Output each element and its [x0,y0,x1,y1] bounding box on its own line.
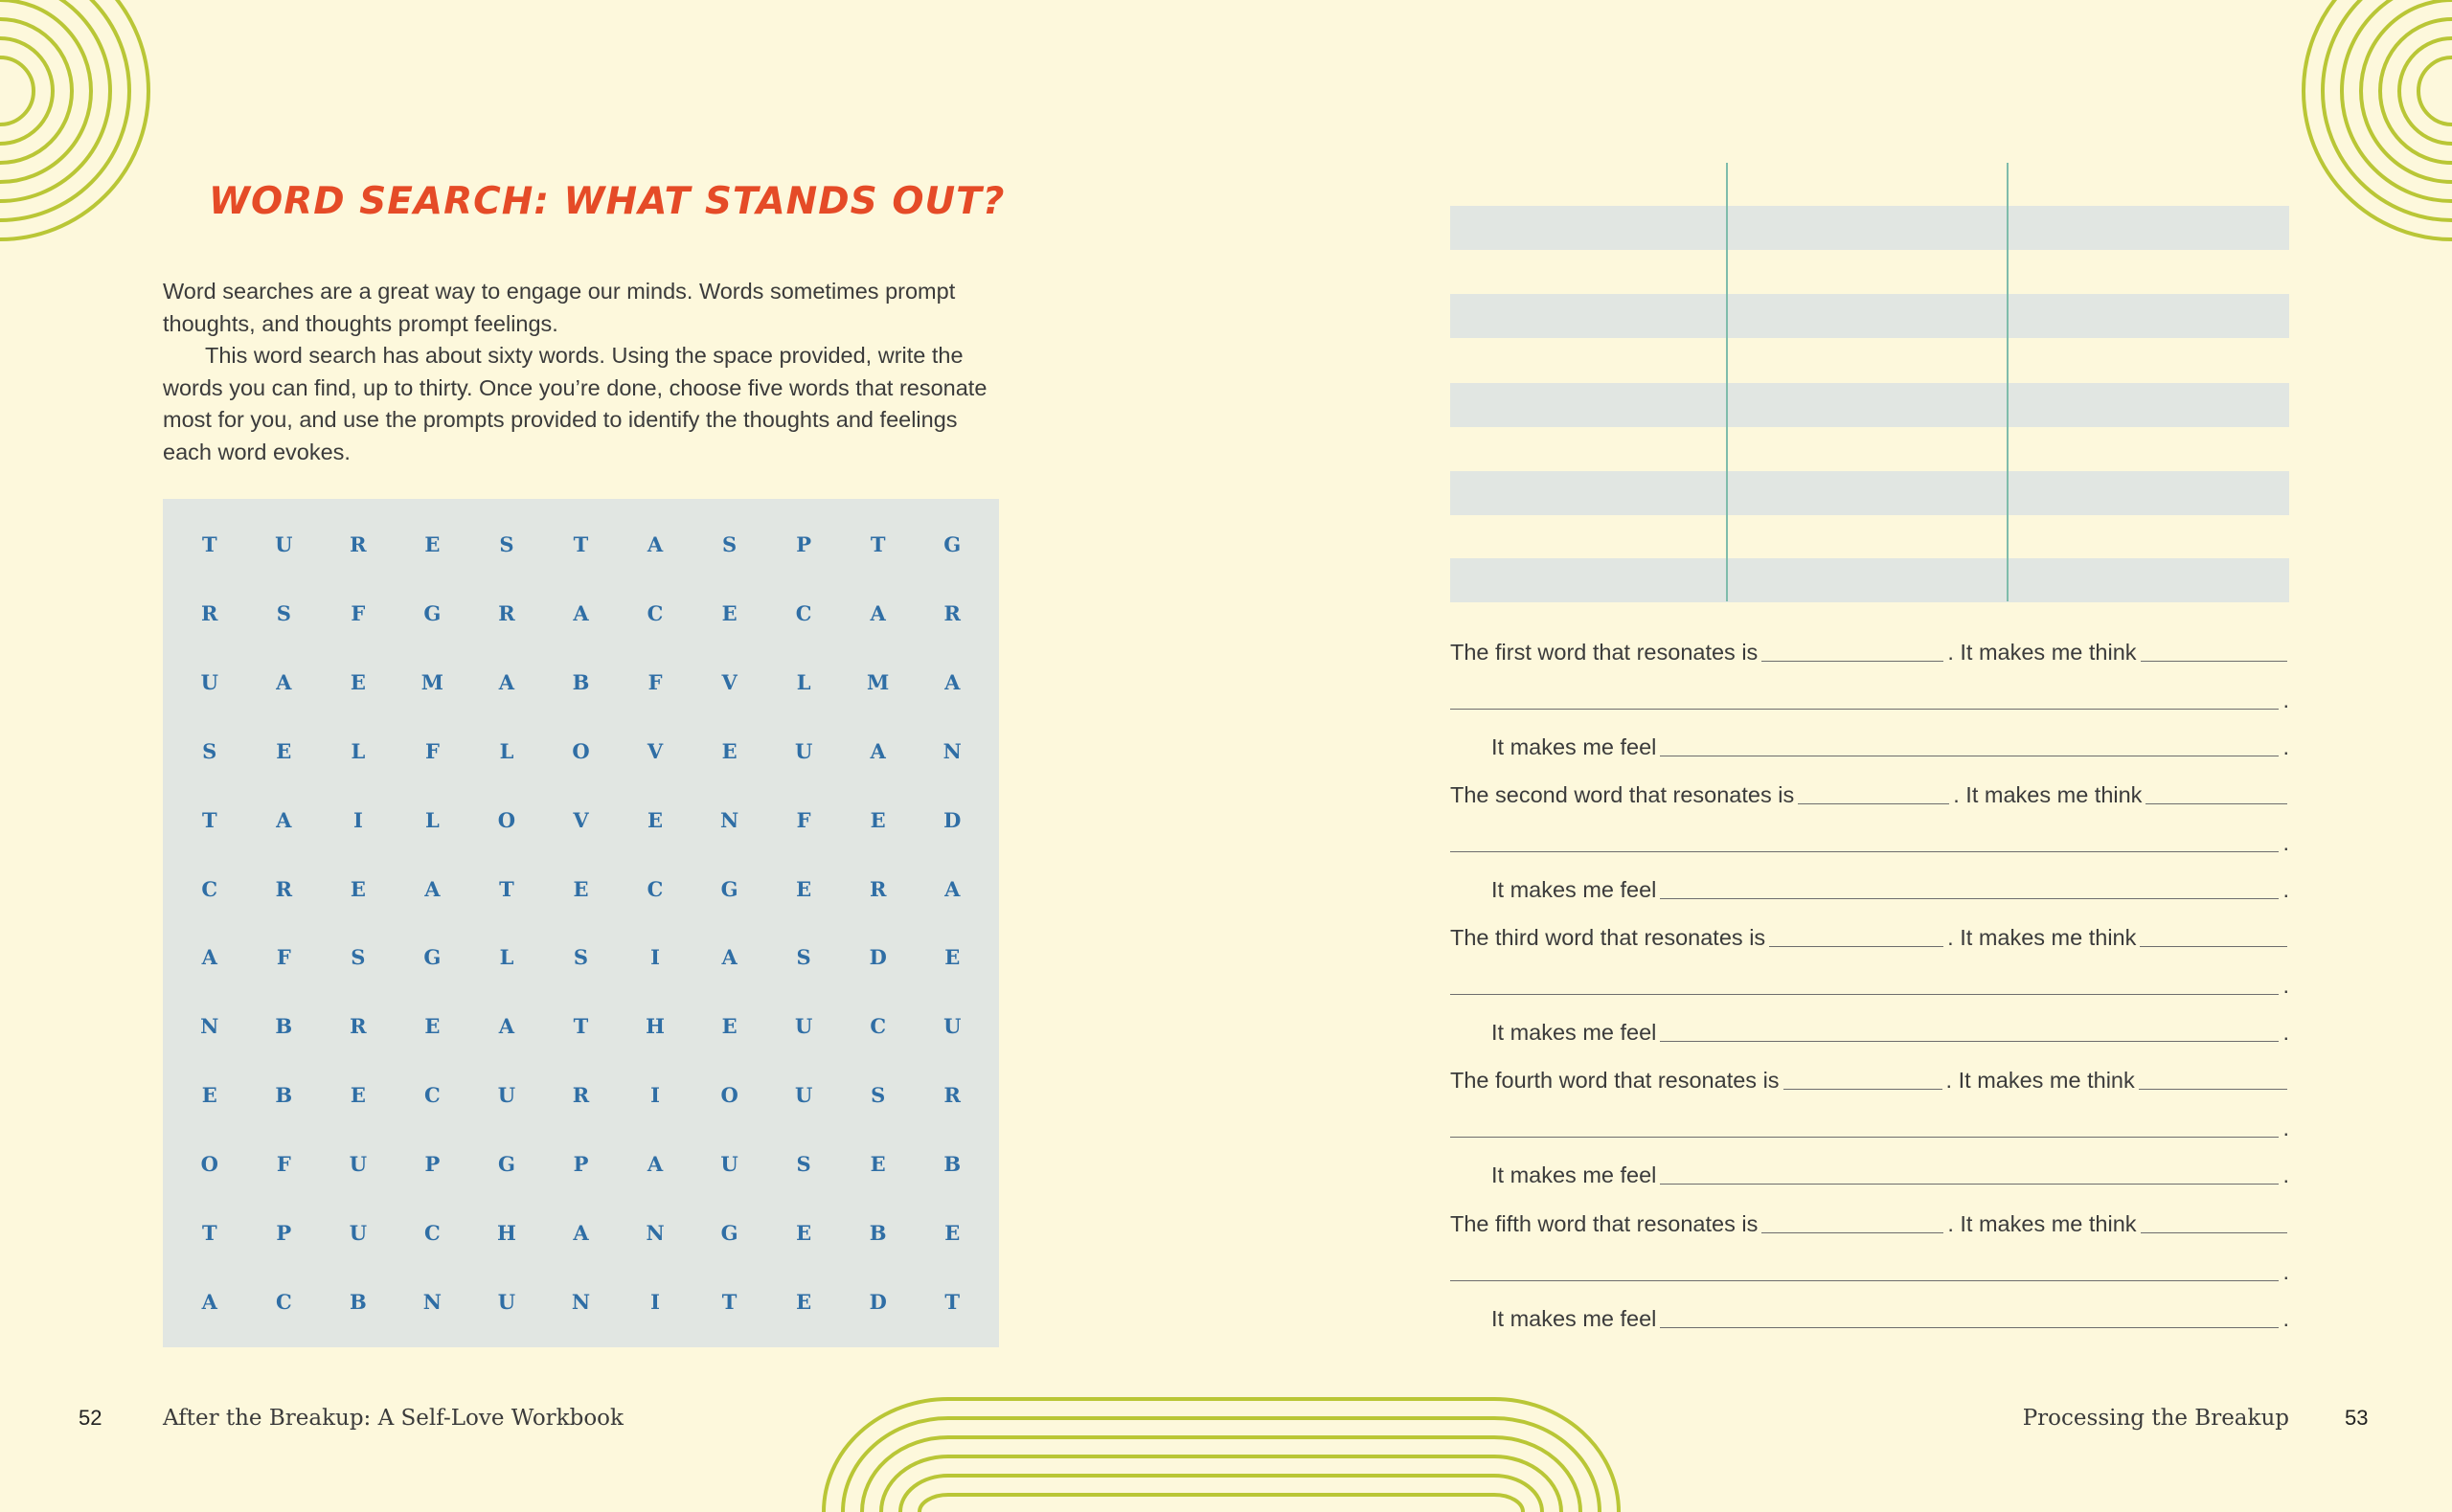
grid-letter: E [870,807,886,832]
prompt-think-continuation [1450,1256,2289,1285]
grid-letter: N [571,1289,591,1314]
grid-letter: A [944,670,961,695]
grid-letter: G [497,1151,515,1176]
grid-letter: I [650,1083,660,1108]
answer-row [1450,471,2289,515]
period: . [2282,734,2289,759]
prompt-lead: The second word that resonates is [1450,782,1795,807]
prompt-feel: It makes me feel [1491,1162,1657,1187]
grid-letter: G [720,876,738,901]
think-blank[interactable] [2141,1209,2287,1233]
grid-letter: L [796,670,811,695]
grid-letter: U [794,738,813,763]
grid-letter: B [275,1083,293,1108]
grid-letter: P [424,1151,441,1176]
grid-letter: P [573,1151,589,1176]
page-number-right: 53 [2345,1406,2369,1430]
period: . [2282,973,2289,998]
grid-letter: U [943,1014,962,1039]
prompt-lead: The third word that resonates is [1450,925,1766,950]
grid-letter: A [944,876,961,901]
grid-letter: O [720,1083,738,1108]
grid-letter: M [420,670,444,695]
grid-letter: A [647,1151,664,1176]
period: . [2282,1259,2289,1284]
grid-letter: G [423,601,442,626]
grid-letter: I [352,807,363,832]
grid-letter: A [201,945,217,970]
intro-paragraph-2: This word search has about sixty words. Using the space provided, write the words you can find, up to thirty. Once you’re done, choose five words that resonate most for you, and use the prompts provided to identify the thoughts and feelings each word evokes. [163,343,988,464]
word-blank[interactable] [1761,1209,1943,1233]
feel-blank[interactable] [1660,875,2279,899]
grid-letter: T [201,1220,217,1245]
grid-letter: T [573,1014,589,1039]
grid-letter: N [646,1220,665,1245]
grid-letter: R [275,876,293,901]
grid-letter: D [943,807,962,832]
grid-letter: L [499,945,514,970]
prompt-word-line [1450,922,2289,951]
grid-letter: E [647,807,664,832]
grid-letter: R [943,1083,961,1108]
grid-letter: B [869,1220,887,1245]
prompt-think-continuation [1450,970,2289,999]
page-title: WORD SEARCH: WHAT STANDS OUT? [209,180,1006,223]
prompt-think: . It makes me think [1945,1068,2135,1093]
grid-letter: T [499,876,514,901]
grid-letter: E [870,1151,886,1176]
grid-letter: L [499,738,514,763]
think-continuation-blank[interactable] [1450,828,2279,852]
grid-letter: A [276,670,292,695]
grid-letter: R [943,601,961,626]
period: . [2282,830,2289,855]
grid-letter: E [796,876,812,901]
prompt-think-continuation [1450,1113,2289,1141]
top-left-arc-icon [0,0,148,239]
feel-blank[interactable] [1660,733,2279,756]
running-title-left: After the Breakup: A Self-Love Workbook [163,1406,624,1431]
think-blank[interactable] [2140,923,2287,947]
grid-letter: U [349,1220,368,1245]
prompt-think-continuation [1450,827,2289,856]
grid-letter: F [276,945,291,970]
grid-letter: C [647,601,664,626]
grid-letter: H [646,1014,665,1039]
grid-letter: U [497,1083,516,1108]
grid-letter: U [720,1151,738,1176]
grid-letter: T [721,1289,738,1314]
prompt-lead: The first word that resonates is [1450,640,1759,665]
column-divider [2007,163,2009,601]
grid-letter: R [869,876,887,901]
grid-letter: U [497,1289,516,1314]
feel-blank[interactable] [1660,1018,2279,1042]
grid-letter: A [498,1014,515,1039]
period: . [2282,1162,2289,1187]
grid-letter: N [422,1289,442,1314]
grid-letter: O [572,738,590,763]
prompt-feel: It makes me feel [1491,877,1657,902]
grid-letter: S [573,945,589,970]
grid-letter: G [720,1220,738,1245]
grid-letter: E [424,1014,441,1039]
grid-letter: A [647,532,664,557]
word-search-panel [163,499,999,1347]
grid-letter: E [276,738,292,763]
grid-letter: P [276,1220,292,1245]
period: . [2282,688,2289,712]
prompt-feel-line [1450,1160,2289,1188]
grid-letter: A [424,876,441,901]
grid-letter: B [275,1014,293,1039]
grid-letter: E [201,1083,217,1108]
answer-row [1450,558,2289,602]
prompt-feel: It makes me feel [1491,734,1657,759]
word-blank[interactable] [1761,638,1943,662]
grid-letter: S [796,945,811,970]
grid-letter: U [200,670,218,695]
grid-letter: C [647,876,664,901]
grid-letter: R [350,1014,367,1039]
grid-letter: S [351,945,366,970]
running-title-right: Processing the Breakup [2022,1406,2289,1431]
bottom-center-arch-icon [824,1399,1619,1512]
period: . [2282,1020,2289,1045]
grid-letter: E [350,1083,366,1108]
think-continuation-blank[interactable] [1450,971,2279,995]
prompt-feel: It makes me feel [1491,1306,1657,1331]
grid-letter: U [275,532,293,557]
grid-letter: U [349,1151,368,1176]
grid-letter: S [796,1151,811,1176]
grid-letter: B [572,670,590,695]
grid-letter: C [424,1083,441,1108]
grid-letter: U [794,1083,813,1108]
think-blank[interactable] [2146,780,2287,804]
grid-letter: F [351,601,366,626]
prompt-word-line [1450,779,2289,808]
prompt-feel-line [1450,1017,2289,1046]
grid-letter: E [350,876,366,901]
prompt-think: . It makes me think [1947,925,2137,950]
grid-letter: L [425,807,440,832]
prompt-feel-line [1450,732,2289,760]
grid-letter: T [944,1289,961,1314]
grid-letter: T [870,532,886,557]
prompt-think: . It makes me think [1947,640,2137,665]
grid-letter: A [276,807,292,832]
prompt-think-continuation [1450,685,2289,713]
grid-letter: S [871,1083,886,1108]
think-blank[interactable] [2141,638,2287,662]
grid-letter: A [870,601,886,626]
grid-letter: D [869,1289,887,1314]
grid-letter: R [572,1083,590,1108]
answer-row [1450,206,2289,250]
grid-letter: I [650,1289,660,1314]
top-right-arc-icon [2304,0,2452,239]
word-blank[interactable] [1783,1066,1942,1090]
grid-letter: F [424,738,440,763]
grid-letter: O [200,1151,218,1176]
grid-letter: E [721,601,738,626]
grid-letter: C [870,1014,887,1039]
grid-letter: V [647,738,664,763]
word-blank[interactable] [1798,780,1949,804]
grid-letter: A [870,738,886,763]
grid-letter: C [201,876,218,901]
grid-letter: D [869,945,887,970]
grid-letter: R [201,601,218,626]
grid-letter: P [796,532,812,557]
grid-letter: S [202,738,217,763]
grid-letter: O [497,807,516,832]
grid-letter: T [201,532,217,557]
column-divider [1726,163,1728,601]
grid-letter: V [573,807,589,832]
answer-row [1450,294,2289,338]
grid-letter: C [424,1220,441,1245]
grid-letter: E [944,1220,961,1245]
think-blank[interactable] [2139,1066,2287,1090]
grid-letter: R [498,601,515,626]
grid-letter: I [650,945,660,970]
grid-letter: E [350,670,366,695]
grid-letter: C [275,1289,292,1314]
grid-letter: C [795,601,812,626]
grid-letter: S [499,532,514,557]
grid-letter: S [722,532,738,557]
grid-letter: F [647,670,663,695]
word-blank[interactable] [1769,923,1943,947]
feel-blank[interactable] [1660,1161,2279,1185]
grid-letter: F [276,1151,291,1176]
prompt-feel-line [1450,874,2289,903]
grid-letter: A [721,945,738,970]
grid-letter: A [573,1220,589,1245]
answer-row [1450,383,2289,427]
prompt-word-line [1450,1208,2289,1237]
grid-letter: G [943,532,962,557]
think-continuation-blank[interactable] [1450,1257,2279,1281]
prompt-word-line [1450,637,2289,666]
grid-letter: T [573,532,589,557]
grid-letter: E [796,1289,812,1314]
grid-letter: E [796,1220,812,1245]
grid-letter: E [573,876,589,901]
think-continuation-blank[interactable] [1450,686,2279,710]
period: . [2282,1116,2289,1140]
grid-letter: L [351,738,366,763]
prompt-word-line [1450,1065,2289,1094]
think-continuation-blank[interactable] [1450,1114,2279,1138]
grid-letter: M [867,670,890,695]
prompt-feel: It makes me feel [1491,1020,1657,1045]
grid-letter: H [497,1220,516,1245]
period: . [2282,1306,2289,1331]
prompt-think: . It makes me think [1947,1211,2137,1236]
grid-letter: G [423,945,442,970]
grid-letter: F [796,807,811,832]
period: . [2282,877,2289,902]
grid-letter: N [200,1014,219,1039]
prompt-lead: The fifth word that resonates is [1450,1211,1759,1236]
prompt-think: . It makes me think [1953,782,2143,807]
grid-letter: E [721,1014,738,1039]
page-number-left: 52 [79,1406,102,1430]
grid-letter: U [794,1014,813,1039]
prompt-lead: The fourth word that resonates is [1450,1068,1780,1093]
grid-letter: N [719,807,739,832]
grid-letter: A [498,670,515,695]
grid-letter: R [350,532,367,557]
feel-blank[interactable] [1660,1304,2279,1328]
intro-text [163,276,996,468]
grid-letter: E [424,532,441,557]
grid-letter: E [721,738,738,763]
grid-letter: B [943,1151,962,1176]
grid-letter: T [201,807,217,832]
answer-table [1450,163,2289,603]
grid-letter: V [721,670,738,695]
grid-letter: A [201,1289,217,1314]
grid-letter: E [944,945,961,970]
grid-letter: B [349,1289,367,1314]
grid-letter: A [573,601,589,626]
grid-letter: N [942,738,962,763]
prompt-feel-line [1450,1303,2289,1332]
word-search-grid [172,510,989,1336]
grid-letter: S [276,601,291,626]
intro-paragraph-1: Word searches are a great way to engage our minds. Words sometimes prompt thoughts, and thoughts prompt feelings. [163,279,956,336]
